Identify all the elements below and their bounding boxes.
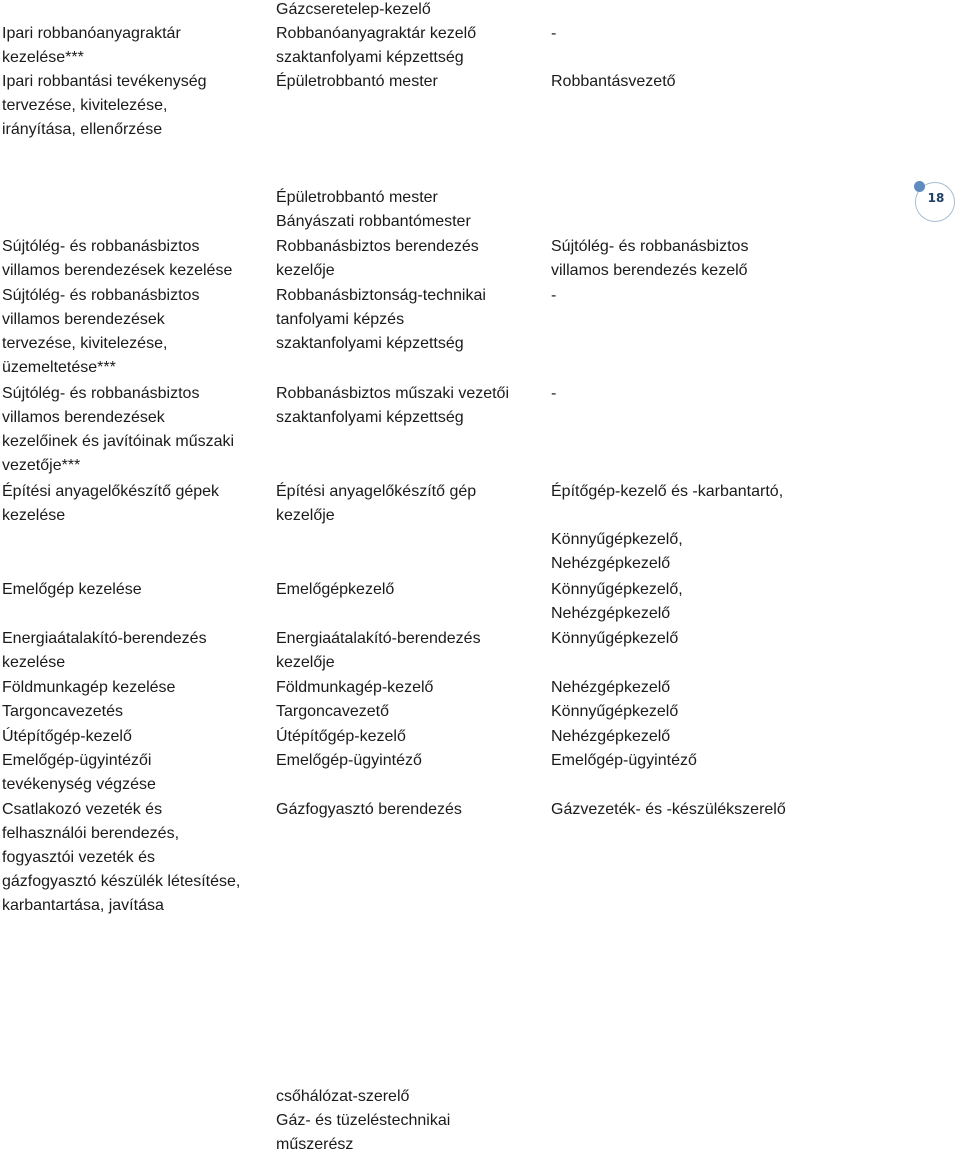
table-cell: Robbanásbiztos berendezés kezelője [276,238,479,279]
table-cell: Földmunkagép kezelése [2,679,176,696]
table-cell: Emelőgép kezelése [2,581,142,598]
table-cell: Emelőgép-ügyintéző [276,752,422,769]
table-cell: Építési anyagelőkészítő gépek kezelése [2,483,220,524]
table-cell: Nehézgépkezelő [551,679,671,696]
table-cell: Ipari robbantási tevékenység tervezése, kivitelezése, irányítása, ellenőrzése [2,73,207,138]
table-cell: Gázvezeték- és -készülékszerelő [551,801,786,818]
table-cell: Gázcseretelep-kezelő [276,1,431,18]
table-cell: Robbanóanyagraktár kezelő szaktanfolyami képzettség [276,25,477,66]
table-cell: csőhálózat-szerelő Gáz- és tüzeléstechnikai műszerész [276,1088,451,1153]
table-cell: - [551,287,557,304]
table-cell: Energiaátalakító-berendezés kezelője [276,630,481,671]
table-cell: - [551,25,557,42]
table-cell: Sújtólég- és robbanásbiztos villamos berendezések kezelése [2,238,233,279]
table-cell: Gázfogyasztó berendezés [276,801,462,818]
table-cell: Sújtólég- és robbanásbiztos villamos berendezés kezelő [551,238,749,279]
table-cell: Könnyűgépkezelő [551,703,679,720]
table-cell: Energiaátalakító-berendezés kezelése [2,630,207,671]
table-cell: Földmunkagép-kezelő [276,679,434,696]
page-number-badge [915,182,955,222]
table-cell: Útépítőgép-kezelő [276,728,406,745]
table-cell: Sújtólég- és robbanásbiztos villamos berendezések kezelőinek és javítóinak műszaki vezetője*** [2,385,235,474]
table-cell: Könnyűgépkezelő [551,630,679,647]
table-cell: Robbanásbiztos műszaki vezetői szaktanfolyami képzettség [276,385,510,426]
table-cell: Épületrobbantó mester [276,73,438,90]
table-cell: Targoncavezetés [2,703,123,720]
table-cell: Emelőgépkezelő [276,581,395,598]
page-number: 18 [927,191,945,205]
table-cell: Ipari robbanóanyagraktár kezelése*** [2,25,181,66]
table-cell: Könnyűgépkezelő, Nehézgépkezelő [551,581,683,622]
table-cell: Robbanásbiztonság-technikai tanfolyami képzés szaktanfolyami képzettség [276,287,486,352]
table-cell: Emelőgép-ügyintéző [551,752,697,769]
table-cell: Targoncavezető [276,703,389,720]
table-cell: Nehézgépkezelő [551,728,671,745]
table-cell: Emelőgép-ügyintézői tevékenység végzése [2,752,156,793]
table-cell: Építőgép-kezelő és -karbantartó, Könnyűgépkezelő, Nehézgépkezelő [551,483,784,572]
table-cell: Sújtólég- és robbanásbiztos villamos berendezések tervezése, kivitelezése, üzemeltetése*** [2,287,200,376]
table-cell: Robbantásvezető [551,73,676,90]
table-cell: Építési anyagelőkészítő gép kezelője [276,483,477,524]
table-cell: Útépítőgép-kezelő [2,728,132,745]
table-cell: Épületrobbantó mester Bányászati robbantómester [276,189,471,230]
table-cell: Csatlakozó vezeték és felhasználói berendezés, fogyasztói vezeték és gázfogyasztó készülék létesítése, karbantartása, javítása [2,801,241,914]
table-cell: - [551,385,557,402]
